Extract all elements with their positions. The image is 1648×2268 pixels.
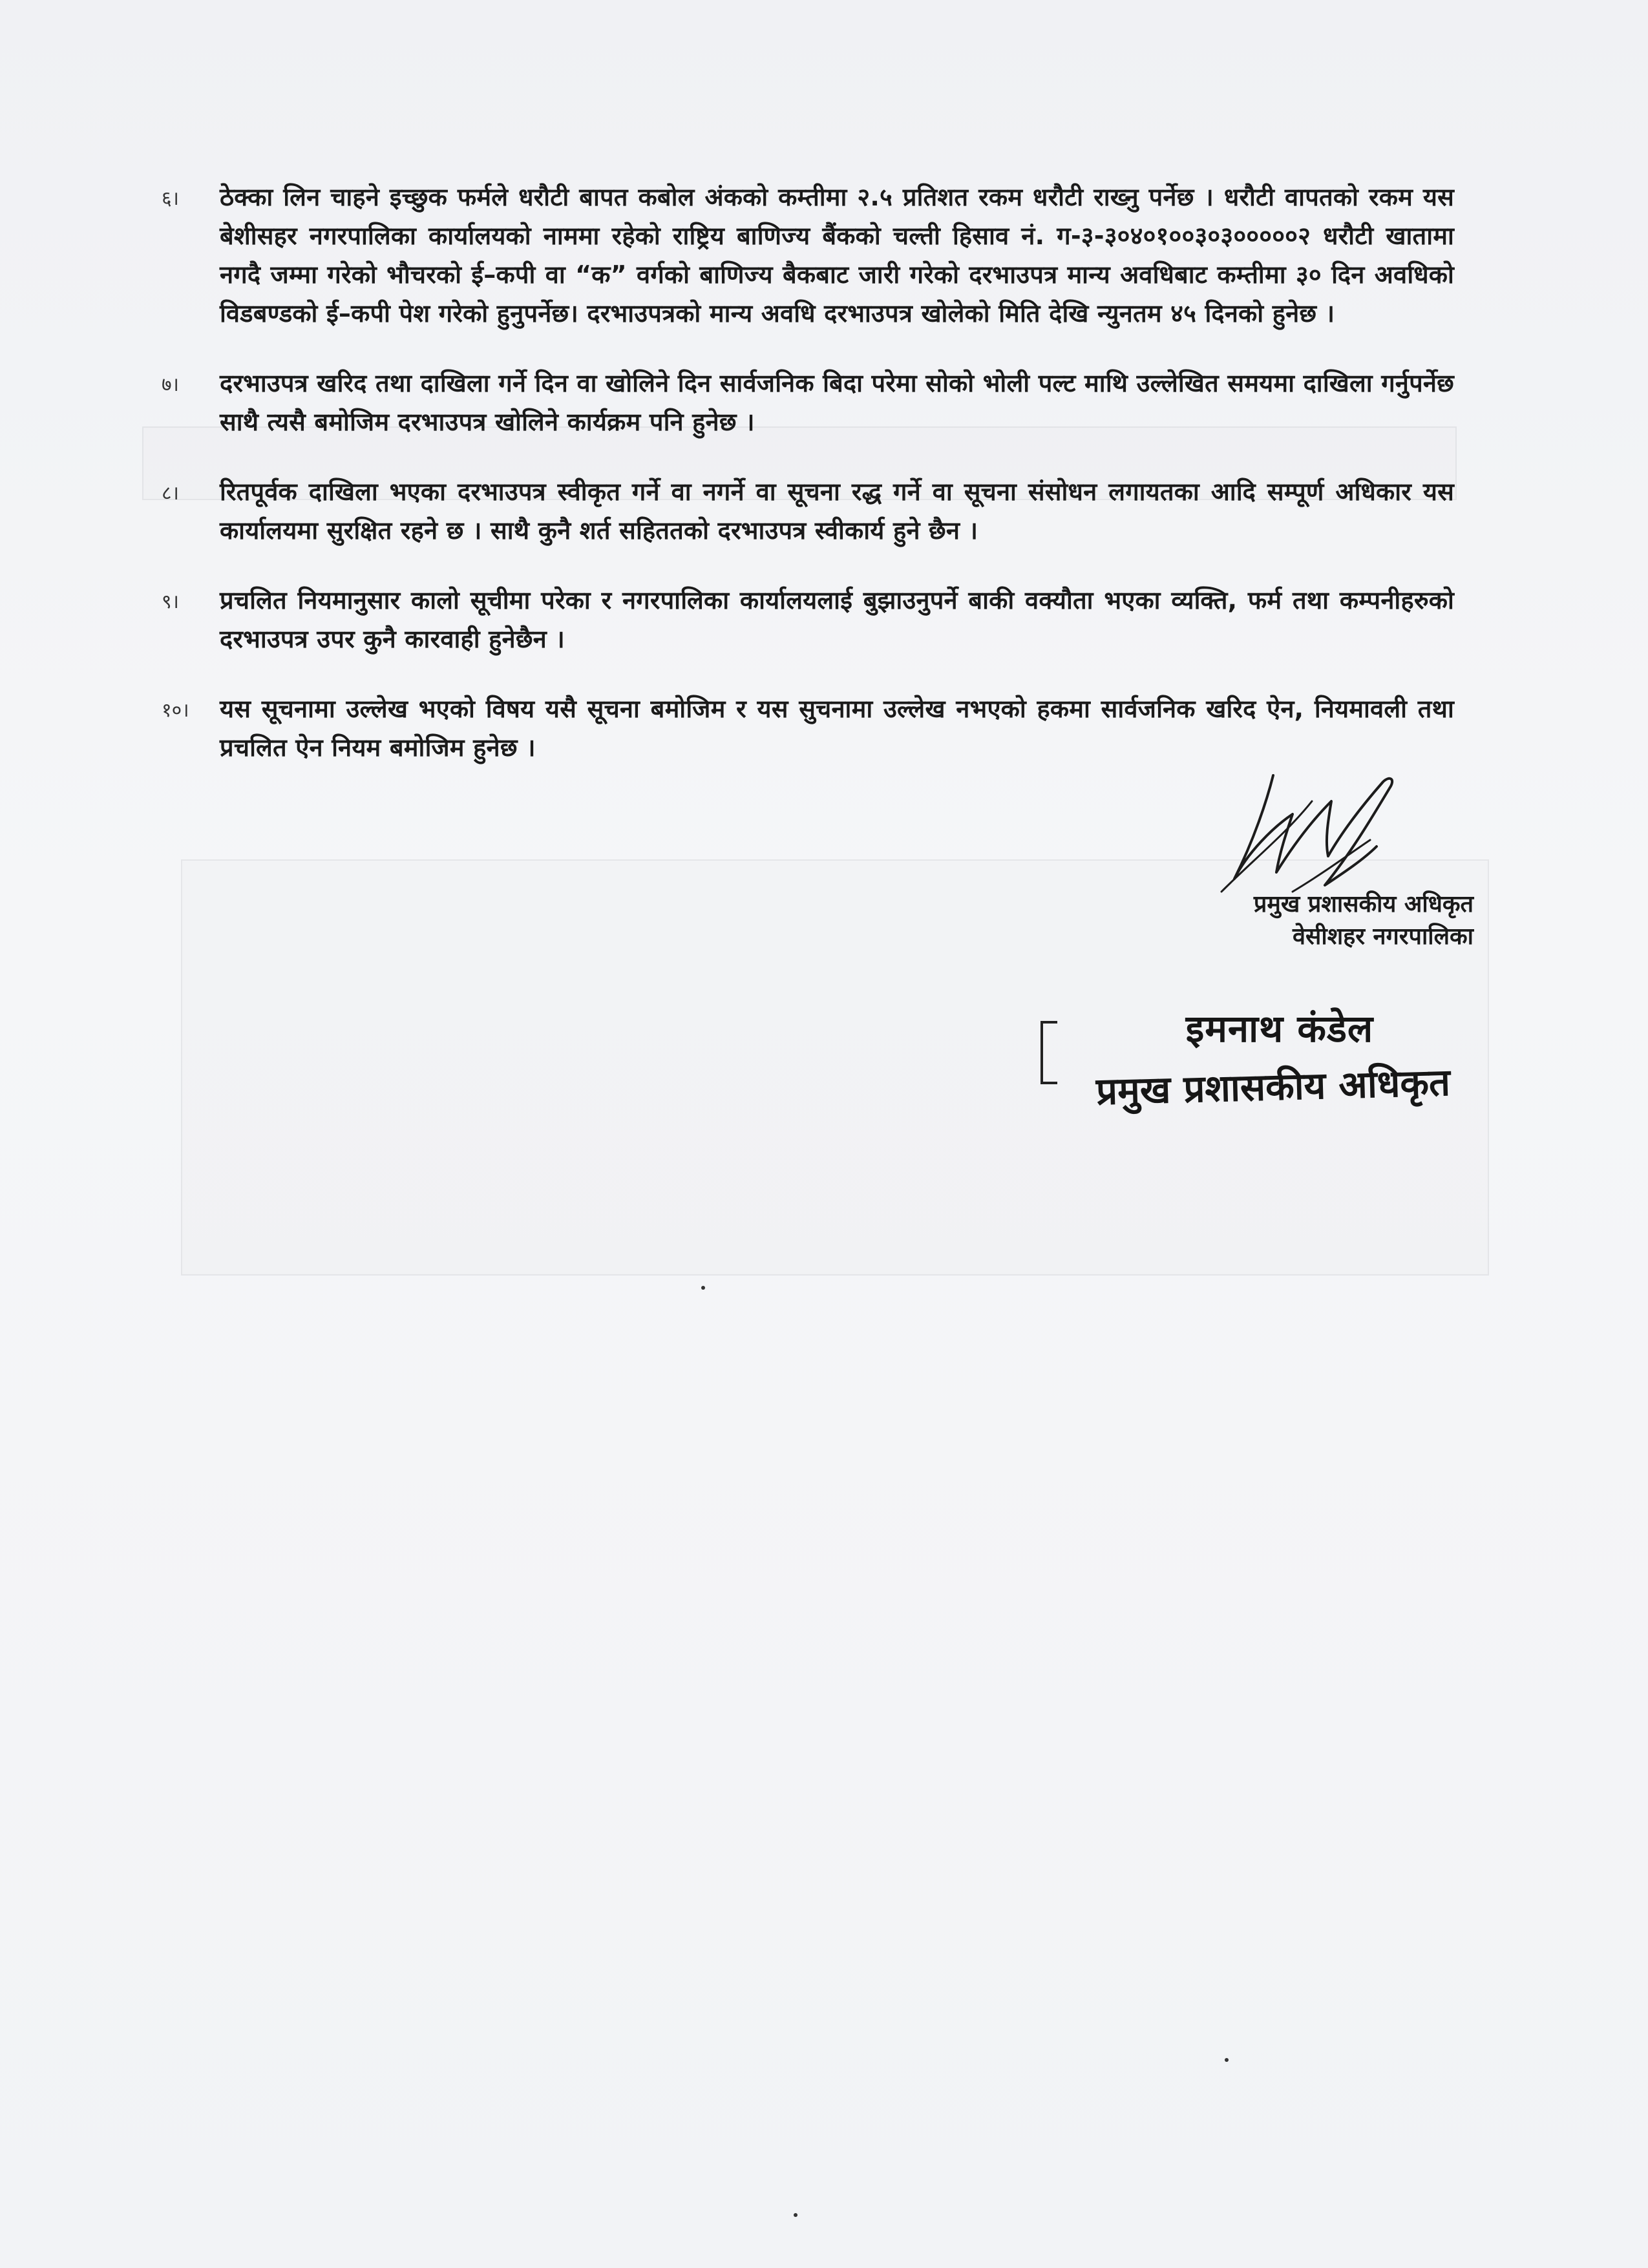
list-item	[162, 178, 1454, 333]
item-text: ठेक्का लिन चाहने इच्छुक फर्मले धरौटी बापत कबोल अंकको कम्तीमा २.५ प्रतिशत रकम धरौटी राख्नु पर्नेछ । धरौटी वापतको रकम यस बेशीसहर नगरपालिका कार्यालयको नाममा रहेको राष्ट्रिय बाणिज्य बैंकको चल्ती हिसाव नं. ग-३-३०४०१००३०३०००००२ धरौटी खातामा नगदै जम्मा गरेको भौचरको ई–कपी वा “क” वर्गको बाणिज्य बैकबाट जारी गरेको दरभाउपत्र मान्य अवधिबाट कम्तीमा ३० दिन अवधिको विडबण्डको ई–कपी पेश गरेको हुनुपर्नेछ। दरभाउपत्रको मान्य अवधि दरभाउपत्र खोलेको मिति देखि न्युनतम ४५ दिनको हुनेछ ।	[220, 183, 1454, 328]
signature-block	[1002, 762, 1486, 1150]
item-text: यस सूचनामा उल्लेख भएको विषय यसै सूचना बमोजिम र यस सुचनामा उल्लेख नभएको हकमा सार्वजनिक खरिद ऐन, नियमावली तथा प्रचलित ऐन नियम बमोजिम हुनेछ ।	[220, 695, 1454, 762]
signatory-title: प्रमुख प्रशासकीय अधिकृत	[1253, 891, 1474, 918]
paper-speck	[794, 2213, 798, 2217]
item-text: प्रचलित नियमानुसार कालो सूचीमा परेका र नगरपालिका कार्यालयलाई बुझाउनुपर्ने बाकी वक्यौता भएका व्यक्ति, फर्म तथा कम्पनीहरुको दरभाउपत्र उपर कुनै कारवाही हुनेछैन ।	[220, 586, 1454, 653]
item-number: ९।	[162, 591, 179, 613]
item-number: १०।	[162, 699, 189, 722]
stamp-title: प्रमुख प्रशासकीय अधिकृत	[1095, 1060, 1451, 1114]
item-text: रितपूर्वक दाखिला भएका दरभाउपत्र स्वीकृत गर्ने वा नगर्ने वा सूचना रद्ध गर्ने वा सूचना संसोधन लगायतका आदि सम्पूर्ण अधिकार यस कार्यालयमा सुरक्षित रहने छ । साथै कुनै शर्त सहिततको दरभाउपत्र स्वीकार्य हुने छैन ।	[220, 478, 1454, 545]
list-item	[162, 581, 1454, 658]
notice-body	[162, 178, 1454, 798]
paper-speck	[701, 1286, 705, 1290]
item-number: ६।	[162, 187, 179, 210]
list-item	[162, 472, 1454, 550]
list-item	[162, 689, 1454, 767]
signatory-office: वेसीशहर नगरपालिका	[1293, 923, 1474, 950]
item-text: दरभाउपत्र खरिद तथा दाखिला गर्ने दिन वा खोलिने दिन सार्वजनिक बिदा परेमा सोको भोली पल्ट माथि उल्लेखित समयमा दाखिला गर्नुपर्नेछ साथै त्यसै बमोजिम दरभाउपत्र खोलिने कार्यक्रम पनि हुनेछ ।	[220, 369, 1454, 436]
item-number: ७।	[162, 373, 179, 396]
paper-speck	[1225, 2058, 1229, 2062]
list-item	[162, 364, 1454, 441]
stamp-name: इमनाथ कंडेल	[1185, 1007, 1374, 1051]
item-number: ८।	[162, 482, 179, 505]
